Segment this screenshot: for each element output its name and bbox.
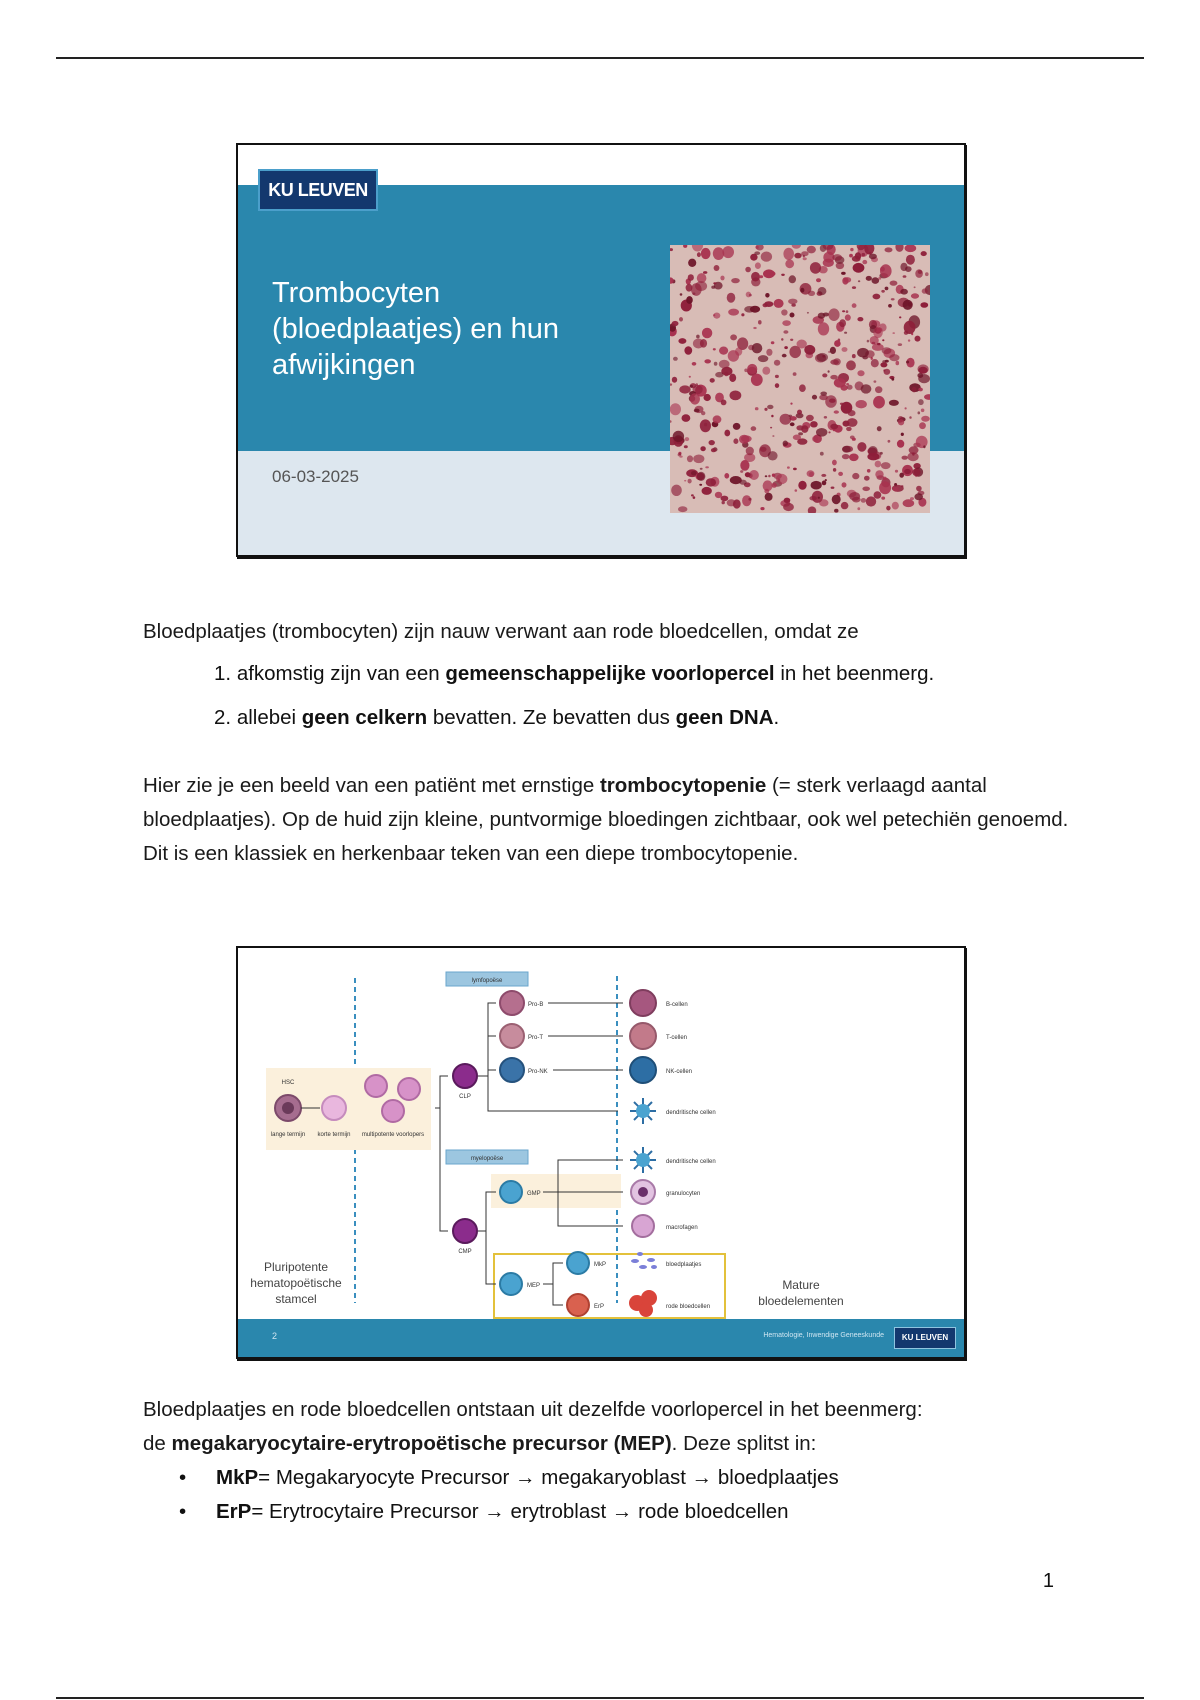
platelets-label: bloedplaatjes bbox=[666, 1262, 702, 1268]
list-item: • ErP= Erytrocytaire Precursor → erytroblast → rode bloedcellen bbox=[179, 1500, 789, 1523]
lymphopoiesis-label: lymfopoëse bbox=[471, 978, 503, 984]
slide-title-line: (bloedplaatjes) en hun bbox=[272, 313, 559, 345]
mkp-label: MkP bbox=[594, 1262, 606, 1268]
mep-label: MEP bbox=[527, 1283, 541, 1289]
multipotent-label: multipotente voorlopers bbox=[361, 1132, 425, 1138]
mep-line-2: de megakaryocytaire-erytropoëtische precursor (MEP). Deze splitst in: bbox=[143, 1432, 817, 1455]
title-slide bbox=[236, 143, 966, 557]
clp-label: CLP bbox=[459, 1094, 471, 1100]
ordered-list bbox=[214, 657, 934, 745]
petechiae-skin-photo bbox=[670, 245, 930, 513]
mep-paragraph bbox=[143, 1393, 1083, 1461]
pro-t-label: Pro-T bbox=[528, 1035, 543, 1041]
macrophages-label: macrofagen bbox=[666, 1225, 698, 1231]
granulocytes-label: granulocyten bbox=[666, 1191, 701, 1197]
ku-leuven-logo: KU LEUVEN bbox=[258, 169, 378, 211]
ku-leuven-logo: KU LEUVEN bbox=[894, 1327, 956, 1349]
petechiae-paragraph: Hier zie je een beeld van een patiënt met ernstige trombocytopenie (= sterk verlaagd aantal bloedplaatjes). Op de huid zijn kleine, puntvormige bloedingen zichtbaar, ook wel petechiën genoemd. Dit is een klassiek en herkenbaar teken van een diepe trombocytopenie. bbox=[143, 774, 1069, 865]
pro-nk-label: Pro-NK bbox=[528, 1069, 548, 1075]
stem-cell-label: Pluripotente bbox=[263, 1260, 329, 1274]
mature-label: bloedelementen bbox=[758, 1294, 844, 1308]
slide-page-number: 2 bbox=[272, 1331, 278, 1341]
stem-cell-label: stamcel bbox=[275, 1292, 317, 1306]
intro-paragraph: Bloedplaatjes (trombocyten) zijn nauw verwant aan rode bloedcellen, omdat ze bbox=[143, 620, 859, 643]
hsc-label: HSC bbox=[281, 1080, 295, 1086]
nk-cells-label: NK-cellen bbox=[666, 1069, 693, 1075]
mep-line-1: Bloedplaatjes en rode bloedcellen ontstaan uit dezelfde voorlopercel in het beenmerg: bbox=[143, 1398, 923, 1421]
slide-title bbox=[272, 275, 602, 383]
b-cells-label: B-cellen bbox=[666, 1002, 688, 1008]
mature-label: Mature bbox=[782, 1278, 820, 1292]
slide-footer bbox=[238, 1319, 964, 1357]
myelopoiesis-label: myelopoëse bbox=[470, 1156, 504, 1162]
slide-course-label: Hematologie, Inwendige Geneeskunde bbox=[763, 1332, 884, 1339]
dendritic-label-1: dendritische cellen bbox=[666, 1110, 716, 1116]
hematopoiesis-diagram bbox=[238, 948, 964, 1320]
pro-b-label: Pro-B bbox=[528, 1002, 544, 1008]
slide-title-line: Trombocyten bbox=[272, 277, 441, 309]
erp-label: ErP bbox=[594, 1304, 605, 1310]
list-item: 1. afkomstig zijn van een gemeenschappelijke voorlopercel in het beenmerg. bbox=[214, 662, 935, 685]
stem-cell-label: hematopoëtische bbox=[250, 1276, 342, 1290]
gmp-label: GMP bbox=[527, 1191, 541, 1197]
cmp-label: CMP bbox=[458, 1249, 472, 1255]
hematopoiesis-slide bbox=[236, 946, 966, 1359]
bullet-list bbox=[175, 1461, 839, 1529]
rbc-label: rode bloedcellen bbox=[666, 1304, 711, 1310]
bottom-rule bbox=[56, 1697, 1144, 1699]
top-rule bbox=[56, 57, 1144, 59]
t-cells-label: T-cellen bbox=[666, 1035, 688, 1041]
page-number: 1 bbox=[1042, 1570, 1054, 1592]
slide-date: 06-03-2025 bbox=[272, 467, 359, 486]
slide-title-line: afwijkingen bbox=[272, 349, 416, 381]
list-item: • MkP= Megakaryocyte Precursor → megakaryoblast → bloedplaatjes bbox=[179, 1466, 839, 1489]
dendritic-label-2: dendritische cellen bbox=[666, 1159, 716, 1165]
short-term-label: korte termijn bbox=[317, 1132, 351, 1138]
list-item: 2. allebei geen celkern bevatten. Ze bevatten dus geen DNA. bbox=[214, 706, 780, 729]
long-term-label: lange termijn bbox=[270, 1132, 306, 1138]
